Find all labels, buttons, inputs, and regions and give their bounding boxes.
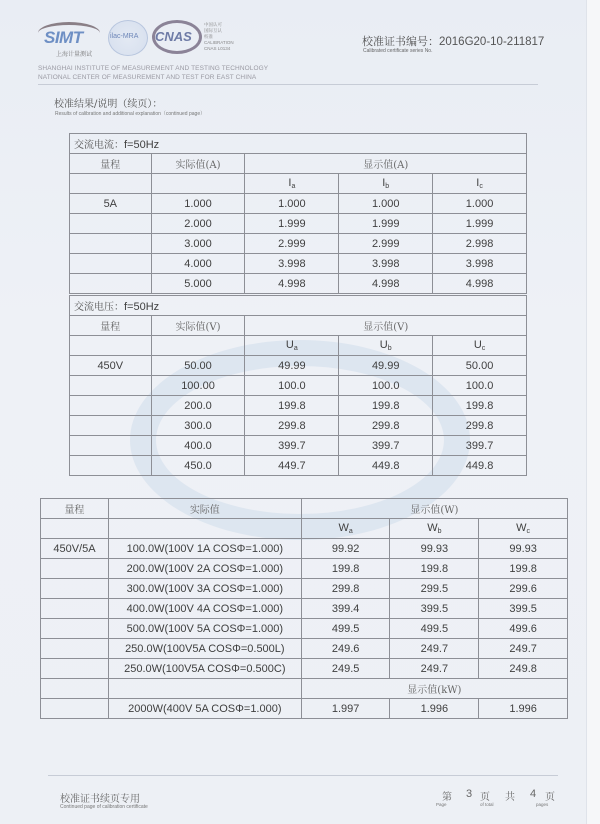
- phase-a-cell: 1.997: [301, 699, 390, 719]
- table-row: [41, 699, 568, 719]
- header-actual: 实际值(V): [151, 316, 245, 336]
- actual-cell: 200.0: [151, 396, 245, 416]
- caption-frequency: f=50Hz: [124, 301, 160, 313]
- header-displayed-kw: 显示值(kW): [301, 679, 567, 699]
- table-caption: [70, 296, 527, 316]
- phase-b-cell: 1.000: [339, 194, 433, 214]
- caption-label: 交流电压：: [74, 302, 124, 313]
- phase-c-cell: 1.996: [479, 699, 568, 719]
- phase-b-cell: 299.5: [390, 579, 479, 599]
- phase-c-cell: 100.0: [433, 376, 527, 396]
- phase-b-cell: 299.8: [339, 416, 433, 436]
- phase-c-cell: 199.8: [433, 396, 527, 416]
- phase-b-cell: 199.8: [339, 396, 433, 416]
- header-phase-b: $I_b$: [339, 174, 433, 194]
- range-cell: [41, 619, 109, 639]
- actual-cell: 100.0W(100V 1A COSΦ=1.000): [108, 539, 301, 559]
- phase-c-cell: 249.8: [479, 659, 568, 679]
- phase-a-cell: 499.5: [301, 619, 390, 639]
- table-row: [70, 416, 527, 436]
- actual-cell: 400.0: [151, 436, 245, 456]
- phase-b-cell: 249.7: [390, 639, 479, 659]
- phase-c-cell: 1.000: [433, 194, 527, 214]
- table-subheader-row: [70, 336, 527, 356]
- table-row: [41, 659, 568, 679]
- table-row: [70, 456, 527, 476]
- power-table: [40, 498, 568, 719]
- range-cell: 5A: [70, 194, 152, 214]
- cnas-accreditation-note: [204, 22, 234, 52]
- phase-a-cell: 4.998: [245, 274, 339, 294]
- header-phase-c: $U_c$: [433, 336, 527, 356]
- range-cell: [41, 599, 109, 619]
- phase-c-cell: 1.999: [433, 214, 527, 234]
- simt-logo-subtitle: 上海计量测试: [56, 52, 93, 58]
- certificate-number-label-en: Calibrated certificate series No.: [363, 48, 433, 54]
- phase-b-cell: 3.998: [339, 254, 433, 274]
- simt-logo-text: SIMT: [44, 28, 83, 47]
- phase-b-cell: 499.5: [390, 619, 479, 639]
- header-phase-a: $U_a$: [245, 336, 339, 356]
- header-range: 量程: [70, 154, 152, 174]
- table-row: [41, 639, 568, 659]
- range-cell: [70, 396, 152, 416]
- cnas-logo: [152, 20, 202, 54]
- table-subheader-row: [41, 519, 568, 539]
- header-phase-b: $W_b$: [390, 519, 479, 539]
- range-cell: [70, 436, 152, 456]
- table-row: [70, 254, 527, 274]
- table-header-row: [70, 316, 527, 336]
- table-row: [70, 214, 527, 234]
- footer-label-en: Continued page of calibration certificate: [60, 804, 148, 810]
- of-total-label-en: of total: [480, 802, 494, 807]
- phase-b-cell: 49.99: [339, 356, 433, 376]
- table-row: [41, 619, 568, 639]
- range-cell: [41, 559, 109, 579]
- section-title: 校准结果/说明（续页）：: [54, 99, 163, 110]
- table-row: [70, 396, 527, 416]
- total-pages: 4: [530, 788, 537, 800]
- table-kw-header-row: [41, 679, 568, 699]
- header-blank: [151, 174, 245, 194]
- header-range: 量程: [70, 316, 152, 336]
- institute-name-line1: SHANGHAI INSTITUTE OF MEASUREMENT AND TESTING TECHNOLOGY: [38, 65, 269, 72]
- range-cell: [41, 679, 109, 699]
- phase-c-cell: 299.6: [479, 579, 568, 599]
- range-cell: 450V/5A: [41, 539, 109, 559]
- range-cell: [41, 699, 109, 719]
- ac-current-table: [69, 133, 527, 294]
- total-prefix: 共: [505, 792, 515, 803]
- ac-voltage-table: [69, 295, 527, 476]
- range-cell: [41, 579, 109, 599]
- range-cell: [70, 456, 152, 476]
- header-blank: [108, 519, 301, 539]
- range-cell: [41, 659, 109, 679]
- header-divider: [38, 84, 538, 85]
- certificate-number: [362, 33, 544, 49]
- actual-cell: 400.0W(100V 4A COSΦ=1.000): [108, 599, 301, 619]
- phase-b-cell: 249.7: [390, 659, 479, 679]
- certificate-number-value: 2016G20-10-211817: [439, 36, 545, 48]
- page-edge: [586, 0, 600, 824]
- ilac-mra-logo: [108, 20, 148, 56]
- phase-a-cell: 249.5: [301, 659, 390, 679]
- phase-b-cell: 2.999: [339, 234, 433, 254]
- phase-b-cell: 1.999: [339, 214, 433, 234]
- institute-name-line2: NATIONAL CENTER OF MEASUREMENT AND TEST FOR EAST CHINA: [38, 74, 257, 81]
- table-row: [41, 599, 568, 619]
- table-row: [70, 356, 527, 376]
- page-prefix: 第: [442, 792, 452, 803]
- phase-b-cell: 199.8: [390, 559, 479, 579]
- header-blank: [151, 336, 245, 356]
- actual-cell: [108, 679, 301, 699]
- actual-cell: 1.000: [151, 194, 245, 214]
- header-phase-a: $I_a$: [245, 174, 339, 194]
- ilac-logo-text: ilac-MRA: [110, 33, 139, 40]
- actual-cell: 450.0: [151, 456, 245, 476]
- phase-c-cell: 4.998: [433, 274, 527, 294]
- header-range: 量程: [41, 499, 109, 519]
- phase-a-cell: 49.99: [245, 356, 339, 376]
- phase-a-cell: 399.4: [301, 599, 390, 619]
- phase-a-cell: 1.000: [245, 194, 339, 214]
- table-row: [70, 194, 527, 214]
- cnas-note-line: 校准: [204, 34, 213, 39]
- certificate-number-label: 校准证书编号：: [362, 35, 439, 48]
- header-phase-b: $U_b$: [339, 336, 433, 356]
- phase-b-cell: 399.7: [339, 436, 433, 456]
- phase-c-cell: 199.8: [479, 559, 568, 579]
- phase-a-cell: 299.8: [245, 416, 339, 436]
- range-cell: [41, 639, 109, 659]
- phase-c-cell: 50.00: [433, 356, 527, 376]
- range-cell: [70, 274, 152, 294]
- phase-b-cell: 449.8: [339, 456, 433, 476]
- actual-cell: 5.000: [151, 274, 245, 294]
- phase-c-cell: 249.7: [479, 639, 568, 659]
- phase-a-cell: 199.8: [301, 559, 390, 579]
- phase-c-cell: 499.6: [479, 619, 568, 639]
- phase-c-cell: 3.998: [433, 254, 527, 274]
- table-subheader-row: [70, 174, 527, 194]
- actual-cell: 300.0W(100V 3A COSΦ=1.000): [108, 579, 301, 599]
- table-row: [70, 376, 527, 396]
- cnas-note-line: CALIBRATION: [204, 40, 234, 45]
- cnas-logo-text: CNAS: [155, 29, 192, 44]
- phase-b-cell: 99.93: [390, 539, 479, 559]
- table-caption-row: [70, 296, 527, 316]
- header-displayed: 显示值(W): [301, 499, 567, 519]
- actual-cell: 4.000: [151, 254, 245, 274]
- phase-b-cell: 399.5: [390, 599, 479, 619]
- phase-a-cell: 449.7: [245, 456, 339, 476]
- section-title-en: Results of calibration and additional explanation（continued page）: [55, 111, 206, 117]
- actual-cell: 2.000: [151, 214, 245, 234]
- header-phase-c: $W_c$: [479, 519, 568, 539]
- actual-cell: 300.0: [151, 416, 245, 436]
- table-row: [41, 559, 568, 579]
- caption-frequency: f=50Hz: [124, 139, 160, 151]
- phase-b-cell: 100.0: [339, 376, 433, 396]
- page-word: 页: [480, 792, 490, 803]
- phase-c-cell: 449.8: [433, 456, 527, 476]
- table-caption: [70, 134, 527, 154]
- range-cell: 450V: [70, 356, 152, 376]
- total-word: 页: [545, 792, 555, 803]
- header-actual: 实际值: [108, 499, 301, 519]
- range-cell: [70, 214, 152, 234]
- header-blank: [70, 336, 152, 356]
- page-number: 3: [466, 788, 473, 800]
- table-header-row: [70, 154, 527, 174]
- phase-a-cell: 1.999: [245, 214, 339, 234]
- phase-c-cell: 299.8: [433, 416, 527, 436]
- phase-a-cell: 399.7: [245, 436, 339, 456]
- table-header-row: [41, 499, 568, 519]
- phase-b-cell: 4.998: [339, 274, 433, 294]
- actual-cell: 200.0W(100V 2A COSΦ=1.000): [108, 559, 301, 579]
- phase-a-cell: 2.999: [245, 234, 339, 254]
- page-label-en: Page: [436, 802, 447, 807]
- phase-b-cell: 1.996: [390, 699, 479, 719]
- phase-c-cell: 99.93: [479, 539, 568, 559]
- phase-c-cell: 399.7: [433, 436, 527, 456]
- cnas-note-line: 国际互认: [204, 28, 222, 33]
- simt-logo: [38, 22, 106, 58]
- caption-label: 交流电流：: [74, 140, 124, 151]
- range-cell: [70, 376, 152, 396]
- pages-label-en: pages: [536, 802, 549, 807]
- table-caption-row: [70, 134, 527, 154]
- footer-divider: [48, 775, 558, 776]
- header-actual: 实际值(A): [151, 154, 245, 174]
- table-row: [41, 579, 568, 599]
- phase-c-cell: 2.998: [433, 234, 527, 254]
- actual-cell: 500.0W(100V 5A COSΦ=1.000): [108, 619, 301, 639]
- actual-cell: 3.000: [151, 234, 245, 254]
- header-displayed: 显示值(A): [245, 154, 527, 174]
- cnas-note-line: CNAS L0134: [204, 46, 231, 51]
- actual-cell: 2000W(400V 5A COSΦ=1.000): [108, 699, 301, 719]
- table-row: [70, 436, 527, 456]
- phase-a-cell: 100.0: [245, 376, 339, 396]
- header-phase-c: $I_c$: [433, 174, 527, 194]
- range-cell: [70, 234, 152, 254]
- phase-a-cell: 249.6: [301, 639, 390, 659]
- actual-cell: 50.00: [151, 356, 245, 376]
- cnas-note-line: 中国认可: [204, 22, 222, 27]
- footer-label: 校准证书续页专用: [60, 794, 140, 805]
- institute-name: [38, 64, 268, 82]
- table-row: [70, 274, 527, 294]
- phase-a-cell: 3.998: [245, 254, 339, 274]
- table-row: [70, 234, 527, 254]
- phase-a-cell: 199.8: [245, 396, 339, 416]
- header-blank: [70, 174, 152, 194]
- range-cell: [70, 254, 152, 274]
- header-displayed: 显示值(V): [245, 316, 527, 336]
- range-cell: [70, 416, 152, 436]
- actual-cell: 250.0W(100V5A COSΦ=0.500L): [108, 639, 301, 659]
- header-blank: [41, 519, 109, 539]
- phase-a-cell: 299.8: [301, 579, 390, 599]
- phase-c-cell: 399.5: [479, 599, 568, 619]
- actual-cell: 100.00: [151, 376, 245, 396]
- header-phase-a: $W_a$: [301, 519, 390, 539]
- phase-a-cell: 99.92: [301, 539, 390, 559]
- actual-cell: 250.0W(100V5A COSΦ=0.500C): [108, 659, 301, 679]
- table-row: [41, 539, 568, 559]
